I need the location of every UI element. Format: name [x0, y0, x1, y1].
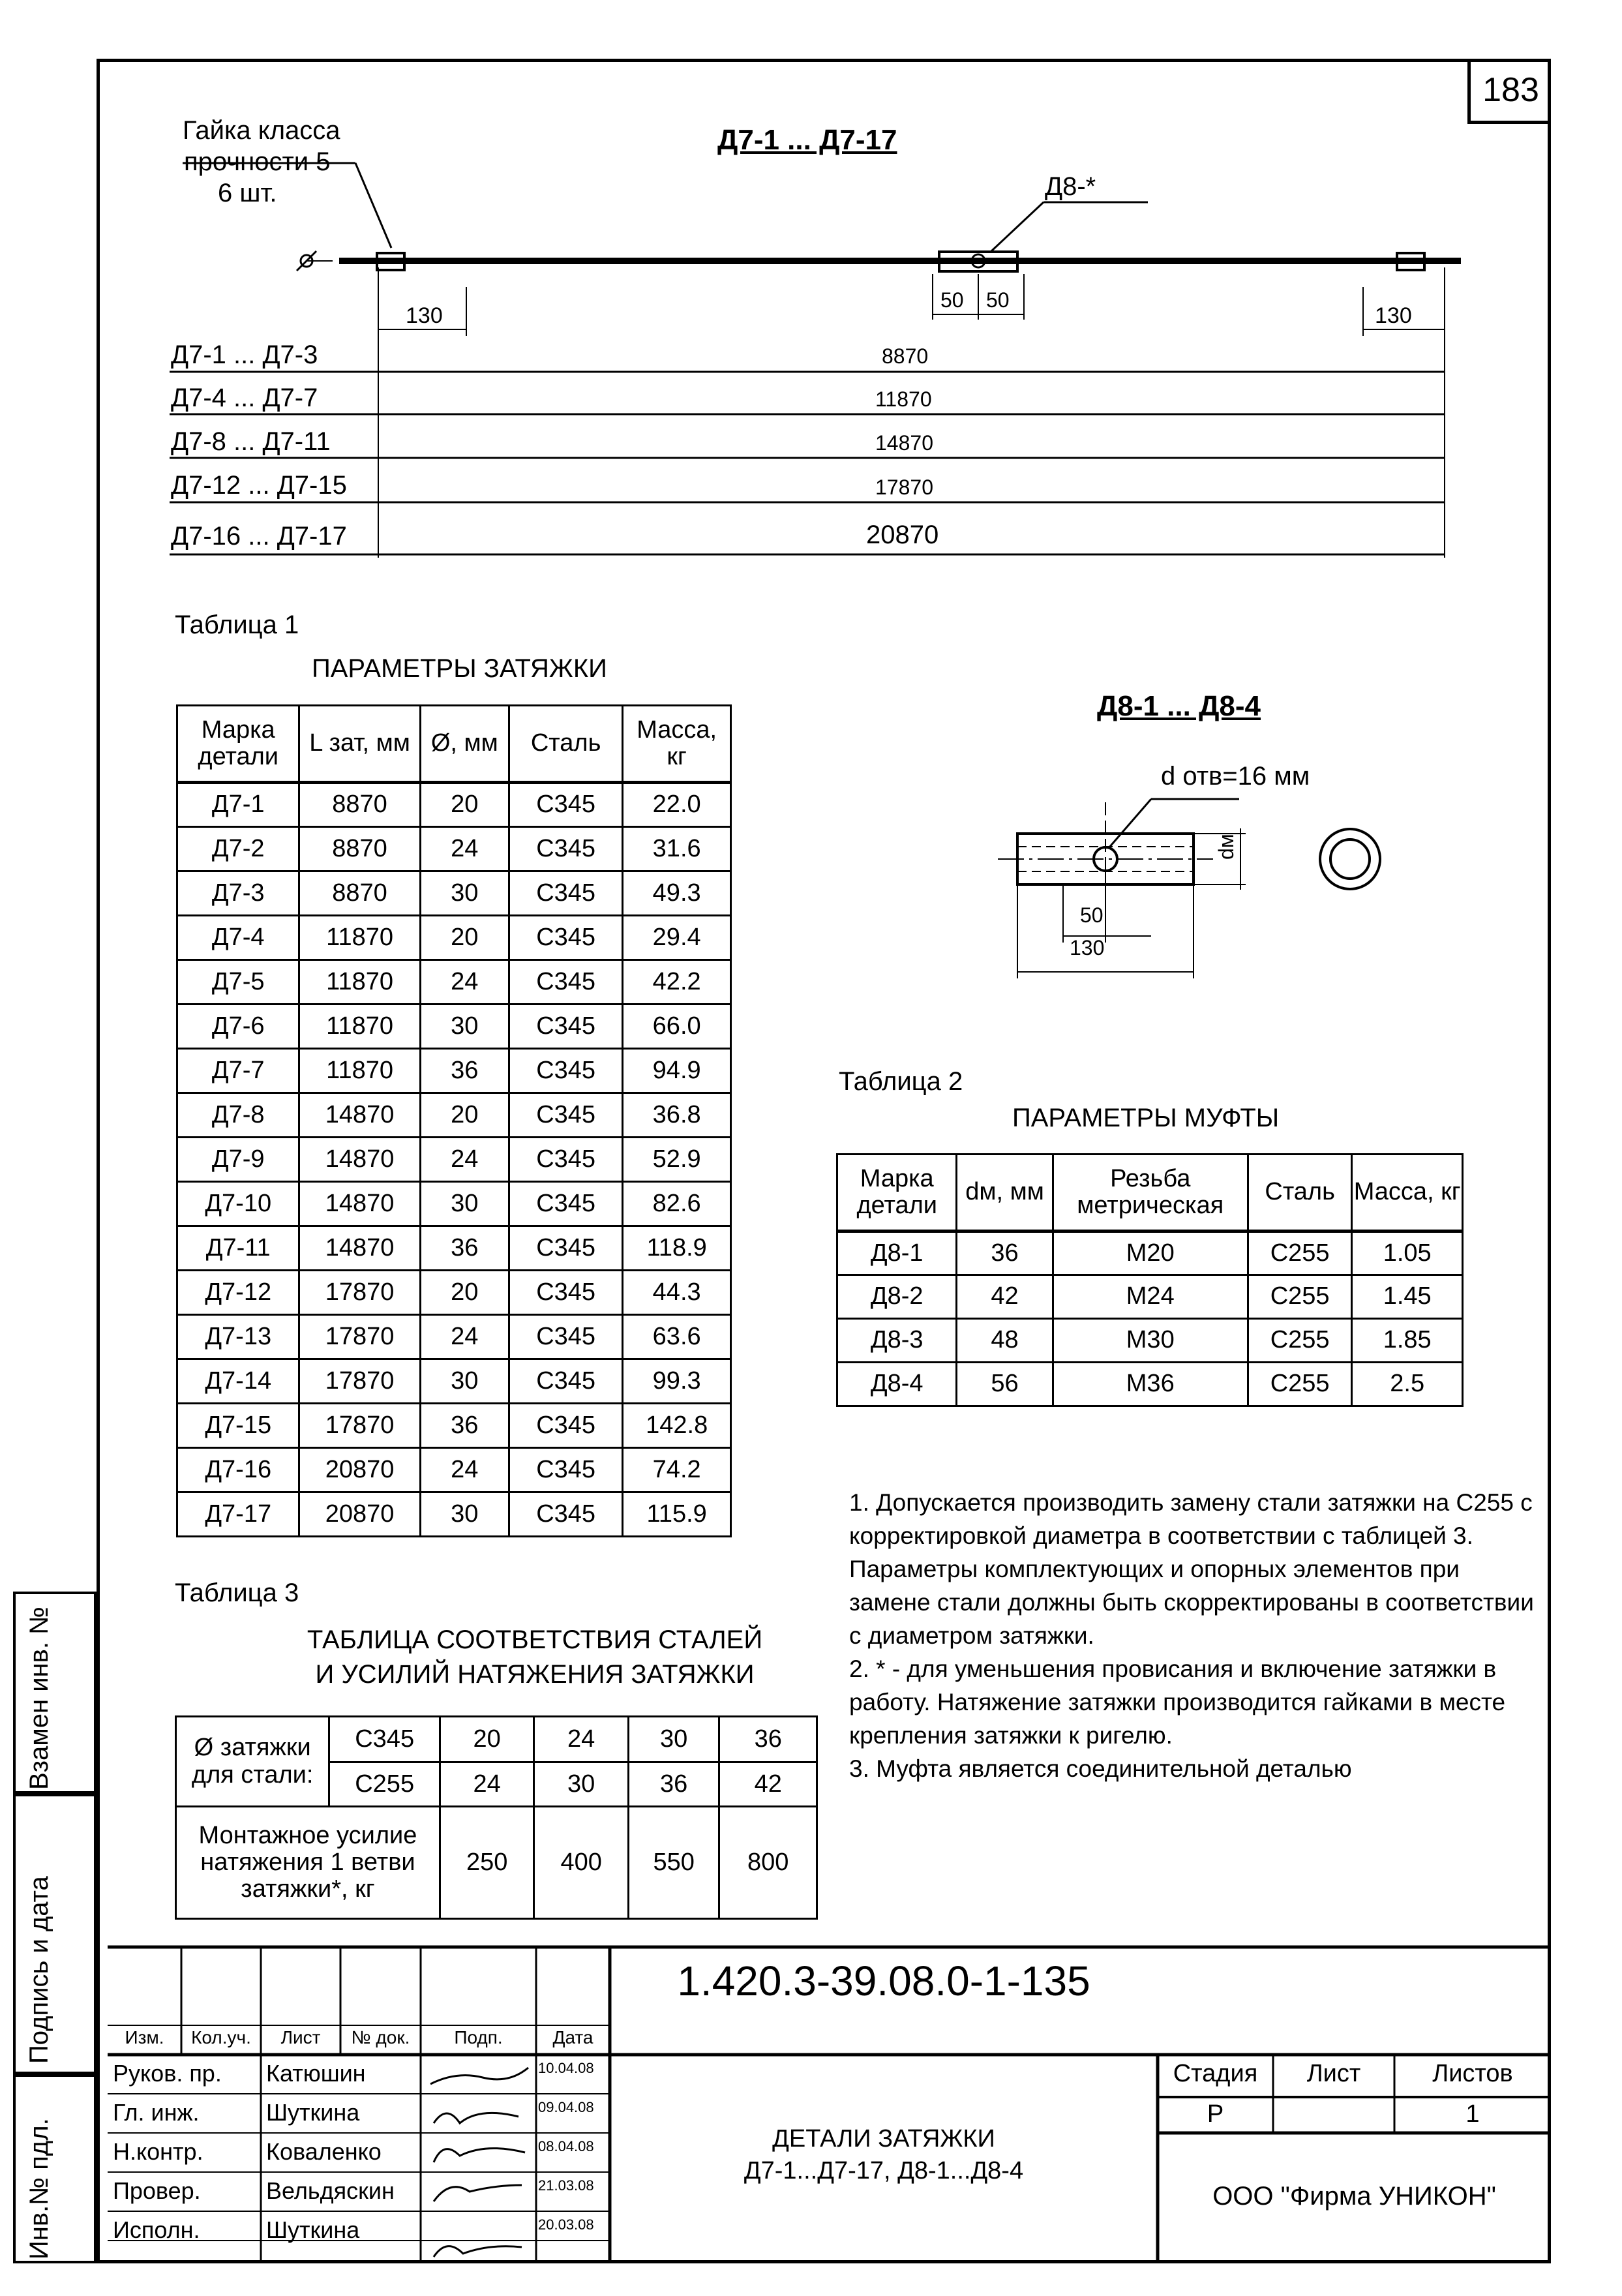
table-cell: Д7-13 — [177, 1315, 299, 1359]
table1-header: Масса, кг — [623, 706, 731, 783]
table-cell: Д7-14 — [177, 1359, 299, 1404]
tb-header-list: Лист — [280, 2027, 321, 2047]
note-2: Параметры комплектующих и опорных элементов при замене стали должны быть скорректированы в соответствии с диаметром затяжки. — [849, 1556, 1534, 1650]
table3-cell: 250 — [440, 1807, 534, 1919]
sheets-value: 1 — [1465, 2100, 1480, 2128]
table-cell: Д7-5 — [177, 960, 299, 1004]
table-cell: 36.8 — [623, 1093, 731, 1138]
length-row-1-marks: Д7-1 ... Д7-3 — [171, 340, 318, 369]
table-cell: Д7-12 — [177, 1271, 299, 1315]
tb-header-date: Дата — [552, 2027, 593, 2047]
table-cell: 8870 — [299, 827, 420, 871]
table-cell: С345 — [509, 1271, 622, 1315]
table-cell: Д8-3 — [837, 1319, 957, 1363]
table2-header: Сталь — [1248, 1155, 1352, 1231]
drawing1-title: Д7-1 ... Д7-17 — [717, 124, 897, 156]
table-cell: С255 — [1248, 1319, 1352, 1363]
coupling-ref-label: Д8-* — [1045, 172, 1096, 201]
table-cell: 14870 — [299, 1226, 420, 1271]
table-cell: 56 — [957, 1363, 1053, 1406]
tb-date: 08.04.08 — [538, 2138, 594, 2154]
table-cell: 1.45 — [1352, 1275, 1463, 1319]
table-cell: 36 — [420, 1404, 509, 1448]
table-cell: 17870 — [299, 1315, 420, 1359]
length-row-3-value: 14870 — [875, 431, 933, 455]
dim-130-right: 130 — [1375, 303, 1412, 328]
length-row-2-value: 11870 — [875, 387, 932, 411]
table-cell: 20 — [420, 916, 509, 960]
table3-cell: 42 — [719, 1762, 817, 1807]
table3-title-line2: И УСИЛИЙ НАТЯЖЕНИЯ ЗАТЯЖКИ — [315, 1660, 755, 1689]
dim-50-right: 50 — [986, 288, 1010, 312]
table-cell: М24 — [1053, 1275, 1248, 1319]
doc-title — [610, 2123, 1158, 2188]
table1-header: Марка детали — [177, 706, 299, 783]
tb-name: Катюшин — [266, 2060, 366, 2087]
sheet-number: 183 — [1467, 59, 1551, 124]
table3-cell: 36 — [628, 1762, 719, 1807]
tb-role: Н.контр. — [113, 2138, 203, 2165]
table-cell: 30 — [420, 1492, 509, 1537]
table-cell: С345 — [509, 1093, 622, 1138]
table-cell: 30 — [420, 871, 509, 916]
stamp-sign-date: Подпись и дата — [13, 1794, 97, 2074]
table-cell: Д8-1 — [837, 1231, 957, 1275]
table-cell: 66.0 — [623, 1004, 731, 1049]
table3-cell: 400 — [534, 1807, 629, 1919]
table3-steel1: С345 — [329, 1717, 440, 1762]
table-cell: Д7-11 — [177, 1226, 299, 1271]
table-cell: Д8-2 — [837, 1275, 957, 1319]
table2-header: Резьба метрическая — [1053, 1155, 1248, 1231]
table3-cell: 30 — [534, 1762, 629, 1807]
table1-caption: Таблица 1 — [175, 611, 299, 639]
stage-value: Р — [1207, 2100, 1224, 2128]
table-cell: С345 — [509, 1315, 622, 1359]
tb-header-doc: № док. — [351, 2027, 410, 2047]
table3-cell: 20 — [440, 1717, 534, 1762]
table-cell: 44.3 — [623, 1271, 731, 1315]
length-row-5-value: 20870 — [866, 521, 939, 549]
table-cell: Д7-16 — [177, 1448, 299, 1492]
coupling-dim-130: 130 — [1070, 936, 1105, 959]
table1-title: ПАРАМЕТРЫ ЗАТЯЖКИ — [312, 654, 607, 683]
table2-header: dм, мм — [957, 1155, 1053, 1231]
table3-row-label: Ø затяжки для стали: — [176, 1717, 329, 1807]
length-row-2-marks: Д7-4 ... Д7-7 — [171, 384, 318, 412]
table3-cell: 550 — [628, 1807, 719, 1919]
note-1: 1. Допускается производить замену стали затяжки на С255 с корректировкой диаметра в соответствии с таблицей 3. — [849, 1489, 1533, 1550]
table-cell: 118.9 — [623, 1226, 731, 1271]
table-cell: 11870 — [299, 1049, 420, 1093]
table-cell: Д7-6 — [177, 1004, 299, 1049]
table-cell: 17870 — [299, 1271, 420, 1315]
dm-label: dм — [1214, 834, 1238, 860]
table-cell: 74.2 — [623, 1448, 731, 1492]
table-cell: 49.3 — [623, 871, 731, 916]
company-name: ООО "Фирма УНИКОН" — [1212, 2182, 1496, 2211]
table-cell: 11870 — [299, 960, 420, 1004]
tb-header-izm: Изм. — [125, 2027, 164, 2047]
tb-name: Вельдяскин — [266, 2177, 395, 2204]
table3-cell: 24 — [440, 1762, 534, 1807]
tb-name: Коваленко — [266, 2138, 382, 2165]
table-cell: 42.2 — [623, 960, 731, 1004]
length-row-4-marks: Д7-12 ... Д7-15 — [171, 471, 347, 500]
table-cell: Д8-4 — [837, 1363, 957, 1406]
length-row-3-marks: Д7-8 ... Д7-11 — [171, 427, 331, 456]
table-cell: Д7-9 — [177, 1138, 299, 1182]
table-cell: С345 — [509, 1448, 622, 1492]
table-cell: С345 — [509, 827, 622, 871]
table-cell: С345 — [509, 916, 622, 960]
table-cell: 24 — [420, 960, 509, 1004]
note-4: 3. Муфта является соединительной деталью — [849, 1755, 1352, 1783]
doc-title-line2: Д7-1...Д7-17, Д8-1...Д8-4 — [743, 2157, 1024, 2185]
table-cell: С345 — [509, 783, 622, 827]
nut-label-3: 6 шт. — [218, 179, 277, 207]
table-cell: М30 — [1053, 1319, 1248, 1363]
table-cell: Д7-17 — [177, 1492, 299, 1537]
tb-role: Руков. пр. — [113, 2060, 222, 2087]
table-cell: С345 — [509, 1404, 622, 1448]
table-cell: С345 — [509, 1226, 622, 1271]
table-cell: 31.6 — [623, 827, 731, 871]
drawing2-title: Д8-1 ... Д8-4 — [1097, 690, 1261, 722]
table-cell: 14870 — [299, 1093, 420, 1138]
table2-title: ПАРАМЕТРЫ МУФТЫ — [1012, 1104, 1280, 1132]
tb-date: 21.03.08 — [538, 2177, 594, 2194]
table-cell: 14870 — [299, 1138, 420, 1182]
table3-cell: 30 — [628, 1717, 719, 1762]
table-cell: 11870 — [299, 916, 420, 960]
tb-date: 20.03.08 — [538, 2216, 594, 2233]
tb-role: Провер. — [113, 2177, 201, 2204]
document-code: 1.420.3-39.08.0-1-135 — [677, 1957, 1090, 2004]
table-cell: Д7-10 — [177, 1182, 299, 1226]
table-cell: Д7-2 — [177, 827, 299, 871]
table3-force-label: Монтажное усилие натяжения 1 ветви затяжки*, кг — [176, 1807, 440, 1919]
table-cell: 22.0 — [623, 783, 731, 827]
table-cell: 36 — [957, 1231, 1053, 1275]
table-cell: Д7-1 — [177, 783, 299, 827]
table-cell: 8870 — [299, 871, 420, 916]
table-cell: 42 — [957, 1275, 1053, 1319]
table-cell: 30 — [420, 1182, 509, 1226]
table2-header: Масса, кг — [1352, 1155, 1463, 1231]
note-3: 2. * - для уменьшения провисания и включение затяжки в работу. Натяжение затяжки производится гайками в месте крепления затяжки к ригелю. — [849, 1655, 1506, 1749]
table2-header: Марка детали — [837, 1155, 957, 1231]
table3-title-line1: ТАБЛИЦА СООТВЕТСТВИЯ СТАЛЕЙ — [307, 1625, 763, 1654]
table-cell: С345 — [509, 1049, 622, 1093]
stamp-inv-replace: Взамен инв. № — [13, 1592, 97, 1794]
length-row-1-value: 8870 — [882, 344, 929, 368]
table-cell: 30 — [420, 1004, 509, 1049]
tb-date: 09.04.08 — [538, 2099, 594, 2115]
table-cell: 142.8 — [623, 1404, 731, 1448]
table-cell: С255 — [1248, 1231, 1352, 1275]
doc-title-line1: ДЕТАЛИ ЗАТЯЖКИ — [772, 2125, 995, 2152]
table-cell: 52.9 — [623, 1138, 731, 1182]
length-row-5-marks: Д7-16 ... Д7-17 — [171, 522, 347, 551]
nut-label-2: прочности 5 — [184, 147, 331, 176]
table-cell: 8870 — [299, 783, 420, 827]
table-cell: 20 — [420, 1271, 509, 1315]
table-cell: 99.3 — [623, 1359, 731, 1404]
table-cell: С255 — [1248, 1363, 1352, 1406]
table-cell: 115.9 — [623, 1492, 731, 1537]
table-cell: 36 — [420, 1226, 509, 1271]
table-cell: С345 — [509, 960, 622, 1004]
tb-role: Гл. инж. — [113, 2099, 200, 2126]
nut-label-1: Гайка класса — [183, 116, 340, 145]
dim-130-left: 130 — [406, 303, 443, 328]
table-cell: С255 — [1248, 1275, 1352, 1319]
table-cell: С345 — [509, 1004, 622, 1049]
length-row-4-value: 17870 — [875, 476, 933, 499]
tb-header-sign: Подп. — [454, 2027, 503, 2047]
table-cell: 24 — [420, 1315, 509, 1359]
table-cell: 17870 — [299, 1359, 420, 1404]
table3-cell: 800 — [719, 1807, 817, 1919]
tb-role: Исполн. — [113, 2216, 200, 2243]
coupling-dim-50: 50 — [1080, 903, 1104, 927]
table-cell: 2.5 — [1352, 1363, 1463, 1406]
table-cell: 17870 — [299, 1404, 420, 1448]
table-cell: 14870 — [299, 1182, 420, 1226]
table3-cell: 36 — [719, 1717, 817, 1762]
table-cell: С345 — [509, 1492, 622, 1537]
tb-date: 10.04.08 — [538, 2060, 594, 2076]
table-cell: 24 — [420, 1138, 509, 1182]
table-cell: М36 — [1053, 1363, 1248, 1406]
table-cell: 20 — [420, 783, 509, 827]
table1-header: Ø, мм — [420, 706, 509, 783]
table2-caption: Таблица 2 — [839, 1067, 963, 1096]
table-cell: С345 — [509, 1138, 622, 1182]
table1-header: Сталь — [509, 706, 622, 783]
stage-label: Стадия — [1173, 2060, 1258, 2087]
dim-50-left: 50 — [940, 288, 964, 312]
table-cell: 24 — [420, 1448, 509, 1492]
table-cell: Д7-15 — [177, 1404, 299, 1448]
table-cell: Д7-8 — [177, 1093, 299, 1138]
stamp-inv-orig: Инв.№ пдл. — [13, 2074, 97, 2263]
table-cell: 20 — [420, 1093, 509, 1138]
table-cell: С345 — [509, 871, 622, 916]
table-cell: Д7-4 — [177, 916, 299, 960]
table1-header: L зат, мм — [299, 706, 420, 783]
table-cell: 1.05 — [1352, 1231, 1463, 1275]
tb-name: Шуткина — [266, 2099, 360, 2126]
table-cell: 20870 — [299, 1448, 420, 1492]
table-cell: 82.6 — [623, 1182, 731, 1226]
table-cell: 20870 — [299, 1492, 420, 1537]
hole-label: d отв=16 мм — [1161, 762, 1310, 791]
table3-cell: 24 — [534, 1717, 629, 1762]
table-cell: 63.6 — [623, 1315, 731, 1359]
table3-steel2: С255 — [329, 1762, 440, 1807]
table-cell: 48 — [957, 1319, 1053, 1363]
table-cell: 36 — [420, 1049, 509, 1093]
table-cell: 1.85 — [1352, 1319, 1463, 1363]
table-cell: С345 — [509, 1182, 622, 1226]
table-cell: Д7-3 — [177, 871, 299, 916]
tb-name: Шуткина — [266, 2216, 360, 2243]
table-cell: 29.4 — [623, 916, 731, 960]
table-cell: Д7-7 — [177, 1049, 299, 1093]
table-cell: 94.9 — [623, 1049, 731, 1093]
table-cell: 30 — [420, 1359, 509, 1404]
table-cell: 24 — [420, 827, 509, 871]
table-cell: М20 — [1053, 1231, 1248, 1275]
tb-header-kolvo: Кол.уч. — [191, 2027, 251, 2047]
table3-caption: Таблица 3 — [175, 1578, 299, 1607]
sheet-label: Лист — [1306, 2060, 1361, 2087]
sheets-label: Листов — [1432, 2060, 1513, 2087]
table-cell: 11870 — [299, 1004, 420, 1049]
table-cell: С345 — [509, 1359, 622, 1404]
